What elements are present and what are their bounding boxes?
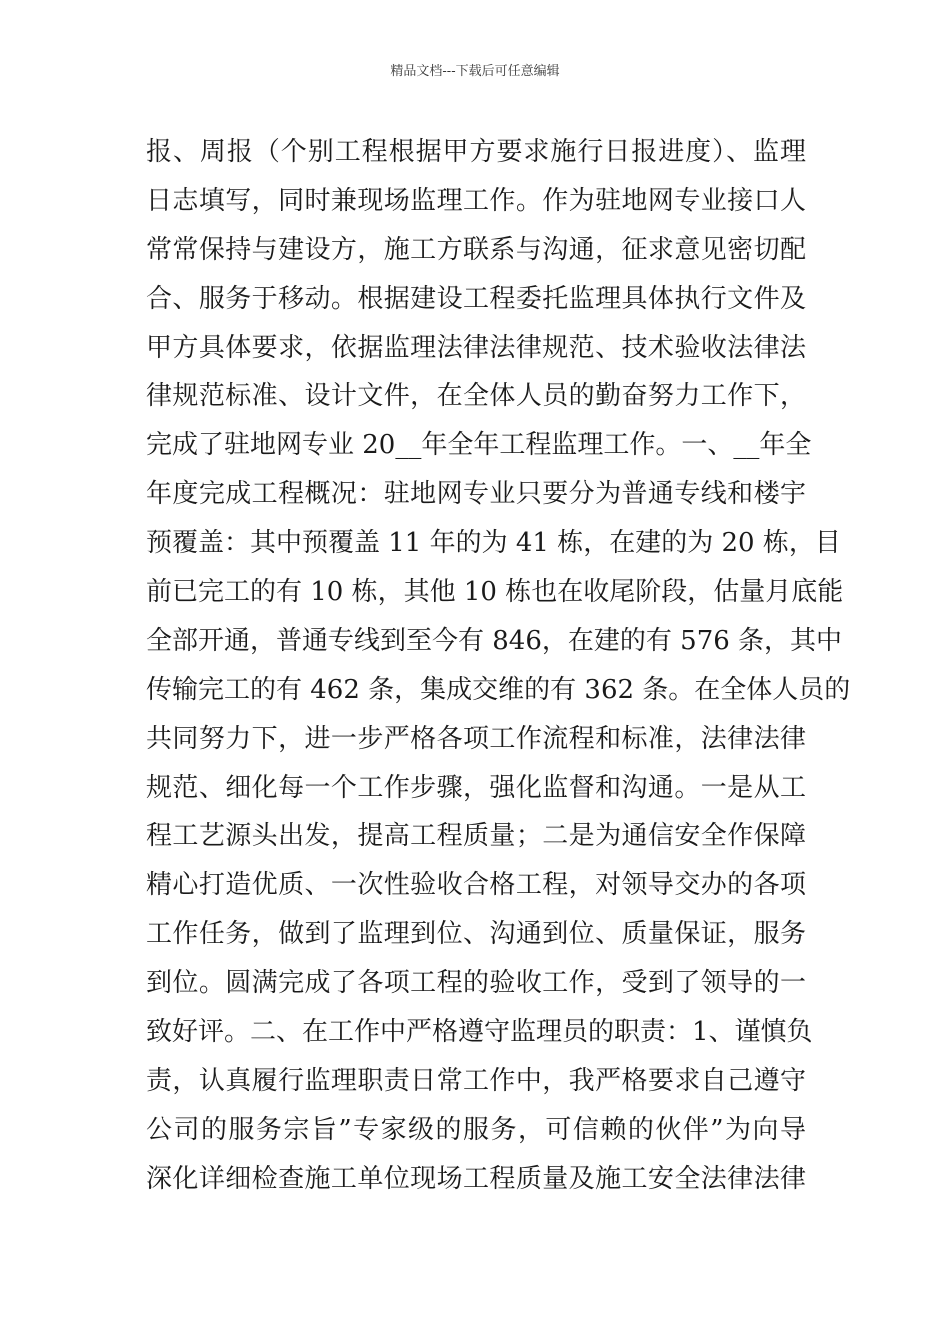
text-line: 预覆盖：其中预覆盖 11 年的为 41 栋，在建的为 20 栋，目 xyxy=(146,528,841,559)
text-line: 责，认真履行监理职责日常工作中，我严格要求自己遵守 xyxy=(146,1065,806,1096)
text-line: 精心打造优质、一次性验收合格工程，对领导交办的各项 xyxy=(146,870,806,901)
text-line: 律规范标准、设计文件，在全体人员的勤奋努力工作下， xyxy=(146,381,806,412)
text-line: 甲方具体要求，依据监理法律法律规范、技术验收法律法 xyxy=(146,332,806,363)
text-line: 深化详细检查施工单位现场工程质量及施工安全法律法律 xyxy=(146,1163,806,1194)
text-line: 常常保持与建设方，施工方联系与沟通，征求意见密切配 xyxy=(146,234,806,265)
text-line: 共同努力下，进一步严格各项工作流程和标准，法律法律 xyxy=(146,723,806,754)
text-line: 规范、细化每一个工作步骤，强化监督和沟通。一是从工 xyxy=(146,772,806,803)
text-line: 传输完工的有 462 条，集成交维的有 362 条。在全体人员的 xyxy=(146,674,851,705)
text-line: 合、服务于移动。根据建设工程委托监理具体执行文件及 xyxy=(146,283,806,314)
text-line: 致好评。二、在工作中严格遵守监理员的职责：1、谨慎负 xyxy=(146,1017,813,1048)
text-line: 报、周报（个别工程根据甲方要求施行日报进度）、监理 xyxy=(146,137,806,167)
document-body xyxy=(146,128,851,1204)
text-line: 完成了驻地网专业 20__年全年工程监理工作。一、__年全 xyxy=(146,430,812,461)
text-line: 公司的服务宗旨”专家级的服务，可信赖的伙伴”为向导 xyxy=(146,1114,806,1145)
text-line: 工作任务，做到了监理到位、沟通到位、质量保证，服务 xyxy=(146,919,806,950)
page-header: 精品文档---下载后可任意编辑 xyxy=(390,64,560,79)
text-line: 前已完工的有 10 栋，其他 10 栋也在收尾阶段，估量月底能 xyxy=(146,577,844,608)
text-line: 程工艺源头出发，提高工程质量；二是为通信安全作保障 xyxy=(146,821,806,852)
text-line: 日志填写，同时兼现场监理工作。作为驻地网专业接口人 xyxy=(146,185,806,216)
text-line: 到位。圆满完成了各项工程的验收工作，受到了领导的一 xyxy=(146,968,806,999)
text-line: 全部开通，普通专线到至今有 846，在建的有 576 条，其中 xyxy=(146,625,843,656)
text-line: 年度完成工程概况：驻地网专业只要分为普通专线和楼宇 xyxy=(146,479,806,510)
